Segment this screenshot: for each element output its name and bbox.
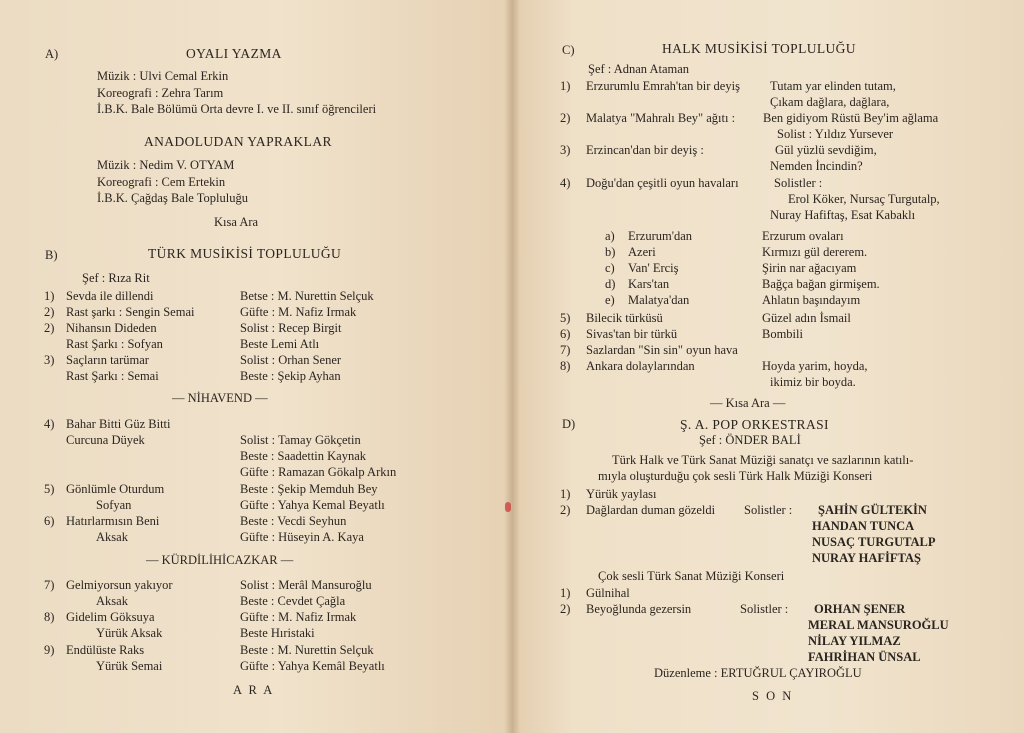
arranger: Düzenleme : ERTUĞRUL ÇAYIROĞLU	[654, 666, 862, 680]
row-num: 6)	[560, 327, 571, 341]
pop-orkestrasi-title: Ş. A. POP ORKESTRASI	[680, 417, 829, 432]
lyric: Bağça bağan girmişem.	[762, 277, 880, 291]
a-line: Koreografi : Cem Ertekin	[97, 175, 226, 189]
song-title: Gönlümle Oturdum	[66, 482, 165, 496]
credit: Solist : Orhan Sener	[240, 353, 342, 367]
row-num: 1)	[560, 586, 571, 600]
credit: Beste : Şekip Ayhan	[240, 369, 341, 383]
conductor: Şef : Adnan Ataman	[588, 62, 690, 76]
song-title: Kars'tan	[628, 277, 670, 291]
credit: Beste : Cevdet Çağla	[240, 594, 346, 608]
section-a-letter: A)	[45, 47, 59, 61]
row-num: 1)	[560, 487, 571, 501]
song-title: Rast Şarkı : Sofyan	[66, 337, 163, 351]
song-title: Gidelim Göksuya	[66, 610, 155, 624]
subrow-num: d)	[605, 277, 616, 291]
credit: Güfte : Yahya Kemâl Beyatlı	[240, 659, 385, 673]
credit: Güfte : Yahya Kemal Beyatlı	[240, 498, 385, 512]
kurdilihicazkar-heading: — KÜRDİLİHİCAZKAR —	[146, 553, 294, 567]
song-title: Doğu'dan çeşitli oyun havaları	[586, 176, 739, 190]
song-title: Saçların tarümar	[66, 353, 149, 367]
subrow-num: e)	[605, 293, 615, 307]
a-line: İ.B.K. Çağdaş Bale Topluluğu	[97, 191, 248, 205]
row-num: 1)	[44, 289, 55, 303]
lyric: Nemden İncindin?	[770, 159, 863, 173]
row-num: 1)	[560, 79, 571, 93]
song-title: Gelmiyorsun yakıyor	[66, 578, 173, 592]
short-break: Kısa Ara	[214, 215, 259, 229]
red-mark	[505, 502, 511, 512]
soloists-label: Solistler :	[744, 503, 793, 517]
song-title: Ankara dolaylarından	[586, 359, 695, 373]
row-num: 8)	[560, 359, 571, 373]
soloist: HANDAN TUNCA	[812, 519, 915, 533]
soloist: NURAY HAFİFTAŞ	[812, 551, 921, 565]
credit: Beste Lemi Atlı	[240, 337, 320, 351]
credit: Solist : Merâl Mansuroğlu	[240, 578, 372, 592]
row-num: 7)	[44, 578, 55, 592]
row-num: 4)	[560, 176, 571, 190]
song-title: Gülnihal	[586, 586, 630, 600]
lyric: Kırmızı gül dererem.	[762, 245, 868, 259]
song-form: Aksak	[96, 530, 128, 544]
row-num: 8)	[44, 610, 55, 624]
row-num: 2)	[560, 602, 571, 616]
song-title: Curcuna Düyek	[66, 433, 145, 447]
song-form: Yürük Semai	[96, 659, 163, 673]
lyric: Gül yüzlü sevdiğim,	[775, 143, 877, 157]
credit: Beste : Saadettin Kaynak	[240, 449, 367, 463]
song-title: Erzurumlu Emrah'tan bir deyiş	[586, 79, 740, 93]
song-title: Yürük yaylası	[586, 487, 657, 501]
halk-musikisi-title: HALK MUSİKİSİ TOPLULUĞU	[662, 41, 856, 56]
credit: Beste : Şekip Memduh Bey	[240, 482, 378, 496]
anadoludan-title: ANADOLUDAN YAPRAKLAR	[144, 134, 332, 149]
row-num: 2)	[560, 503, 571, 517]
a-line: Koreografi : Zehra Tarım	[97, 86, 224, 100]
turk-musikisi-title: TÜRK MUSİKİSİ TOPLULUĞU	[148, 246, 342, 261]
song-title: Bilecik türküsü	[586, 311, 663, 325]
song-title: Dağlardan duman gözeldi	[586, 503, 716, 517]
song-title: Malatya "Mahralı Bey" ağıtı :	[586, 111, 736, 125]
song-title: Rast Şarkı : Semai	[66, 369, 159, 383]
song-title: Malatya'dan	[628, 293, 690, 307]
song-title: Rast şarkı : Sengin Semai	[66, 305, 195, 319]
section-d-letter: D)	[562, 417, 576, 431]
soloist: ŞAHİN GÜLTEKİN	[818, 503, 927, 517]
lyric: Ahlatın başındayım	[762, 293, 861, 307]
credit: Güfte : Hüseyin A. Kaya	[240, 530, 364, 544]
row-num: 2)	[44, 305, 55, 319]
end-text: S O N	[752, 689, 794, 703]
lyric: Çıkam dağlara, dağlara,	[770, 95, 890, 109]
song-title: Endülüste Raks	[66, 643, 145, 657]
soloists-label: Solistler :	[740, 602, 789, 616]
song-title: Bahar Bitti Güz Bitti	[66, 417, 171, 431]
soloist: NİLAY YILMAZ	[808, 634, 901, 648]
lyric: Hoyda yarim, hoyda,	[762, 359, 868, 373]
lyric: Güzel adın İsmail	[762, 311, 851, 325]
lyric: Ben gidiyom Rüstü Bey'im ağlama	[763, 111, 939, 125]
credit: Solist : Tamay Gökçetin	[240, 433, 361, 447]
credit: Beste : M. Nurettin Selçuk	[240, 643, 374, 657]
a-line: İ.B.K. Bale Bölümü Orta devre I. ve II. sınıf öğrencileri	[97, 102, 377, 116]
credit: Güfte : Ramazan Gökalp Arkın	[240, 465, 397, 479]
row-num: 4)	[44, 417, 55, 431]
credit: Solist : Recep Birgit	[240, 321, 342, 335]
credit: Erol Köker, Nursaç Turgutalp,	[788, 192, 940, 206]
row-num: 2)	[560, 111, 571, 125]
soloist: MERAL MANSUROĞLU	[808, 618, 949, 632]
conductor: Şef : ÖNDER BALİ	[699, 433, 801, 447]
credit: Beste : Vecdi Seyhun	[240, 514, 347, 528]
lyric: ikimiz bir boyda.	[770, 375, 856, 389]
lyric: Bombili	[762, 327, 803, 341]
a-line: Müzik : Ulvi Cemal Erkin	[97, 69, 229, 83]
song-title: Van' Erciş	[628, 261, 679, 275]
song-title: Hatırlarmısın Beni	[66, 514, 160, 528]
credit: Solistler :	[774, 176, 823, 190]
song-form: Aksak	[96, 594, 128, 608]
a-line: Müzik : Nedim V. OTYAM	[97, 158, 235, 172]
song-title: Beyoğlunda gezersin	[586, 602, 692, 616]
song-title: Erzincan'dan bir deyiş :	[586, 143, 704, 157]
lyric: Erzurum ovaları	[762, 229, 844, 243]
credit: Beste Hıristaki	[240, 626, 315, 640]
soloist: NUSAÇ TURGUTALP	[812, 535, 936, 549]
song-form: Yürük Aksak	[96, 626, 163, 640]
soloist: FAHRİHAN ÜNSAL	[808, 650, 921, 664]
page-fold	[504, 0, 520, 733]
song-title: Erzurum'dan	[628, 229, 693, 243]
song-form: Sofyan	[96, 498, 132, 512]
soloist: ORHAN ŞENER	[814, 602, 906, 616]
subrow-num: b)	[605, 245, 616, 259]
song-title: Sazlardan "Sin sin" oyun hava	[586, 343, 738, 357]
section-c-letter: C)	[562, 43, 575, 57]
row-num: 5)	[44, 482, 55, 496]
conductor: Şef : Rıza Rit	[82, 271, 150, 285]
nihavend-heading: — NİHAVEND —	[172, 391, 268, 405]
song-title: Nihansın Dideden	[66, 321, 157, 335]
oyali-yazma-title: OYALI YAZMA	[186, 46, 282, 61]
credit: Güfte : M. Nafiz Irmak	[240, 305, 357, 319]
right-page	[512, 0, 1024, 733]
row-num: 9)	[44, 643, 55, 657]
song-title: Sivas'tan bir türkü	[586, 327, 678, 341]
row-num: 3)	[560, 143, 571, 157]
section-b-letter: B)	[45, 248, 58, 262]
short-break: — Kısa Ara —	[710, 396, 786, 410]
concert-title: Çok sesli Türk Sanat Müziği Konseri	[598, 569, 785, 583]
credit: Solist : Yıldız Yursever	[777, 127, 894, 141]
row-num: 7)	[560, 343, 571, 357]
row-num: 2)	[44, 321, 55, 335]
intro-line: mıyla oluşturduğu çok sesli Türk Halk Müziği Konseri	[598, 469, 873, 483]
intermission: A R A	[233, 683, 275, 697]
lyric: Tutam yar elinden tutam,	[770, 79, 896, 93]
row-num: 3)	[44, 353, 55, 367]
lyric: Şirin nar ağacıyam	[762, 261, 857, 275]
song-title: Azeri	[628, 245, 656, 259]
row-num: 5)	[560, 311, 571, 325]
song-title: Sevda ile dillendi	[66, 289, 154, 303]
subrow-num: c)	[605, 261, 615, 275]
row-num: 6)	[44, 514, 55, 528]
credit: Nuray Hafiftaş, Esat Kabaklı	[770, 208, 916, 222]
intro-line: Türk Halk ve Türk Sanat Müziği sanatçı ve sazlarının katılı-	[612, 453, 914, 467]
subrow-num: a)	[605, 229, 615, 243]
credit: Betse : M. Nurettin Selçuk	[240, 289, 374, 303]
credit: Güfte : M. Nafiz Irmak	[240, 610, 357, 624]
